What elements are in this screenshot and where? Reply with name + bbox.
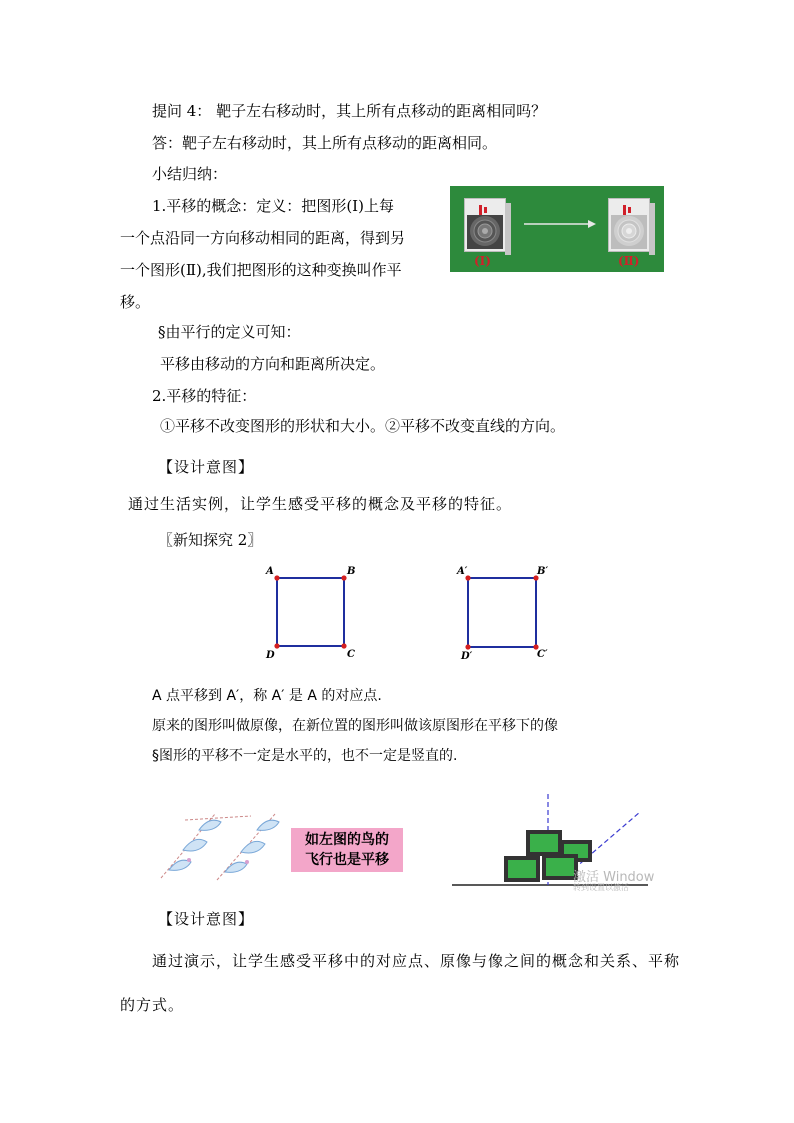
bird-caption-line-1: 如左图的鸟的 xyxy=(305,832,389,848)
point-b: B xyxy=(347,566,356,577)
point-a: A xyxy=(266,566,274,577)
design-heading-1: 【设计意图】 xyxy=(158,458,255,476)
watermark-line-2: 转到设置以激活 xyxy=(573,883,629,892)
concept-line-2: 一个点沿同一方向移动相同的距离，得到另 xyxy=(120,229,406,247)
concept-line-3: 一个图形(Ⅱ),我们把图形的这种变换叫作平 xyxy=(120,261,402,279)
point-d: D xyxy=(266,650,275,661)
point-d-prime: D′ xyxy=(461,651,473,662)
point-c: C xyxy=(347,649,355,660)
answer-4: 答：靶子左右移动时，其上所有点移动的距离相同。 xyxy=(152,134,498,152)
feature-text: ①平移不改变图形的形状和大小。②平移不改变直线的方向。 xyxy=(160,417,566,435)
concept-line-4: 移。 xyxy=(120,293,151,311)
bird-caption-box xyxy=(291,828,403,872)
point-b-prime: B′ xyxy=(537,566,549,577)
point-c-prime: C′ xyxy=(537,649,548,660)
target-dark-icon xyxy=(465,199,505,251)
bird-flight-illustration xyxy=(155,800,295,890)
watermark-line-1: 激活 Window xyxy=(573,870,655,885)
target-light-icon xyxy=(609,199,649,251)
bird-caption-line-2: 飞行也是平移 xyxy=(305,852,389,868)
design-text-2-line-2: 的方式。 xyxy=(120,996,185,1014)
corresponding-point: A 点平移到 A′，称 A′ 是 A 的对应点. xyxy=(152,688,382,704)
translation-arrow-icon xyxy=(522,218,598,230)
design-text-1: 通过生活实例，让学生感受平移的概念及平移的特征。 xyxy=(128,495,513,513)
design-heading-2: 【设计意图】 xyxy=(158,910,255,928)
image-definition: 原来的图形叫做原像，在新位置的图形叫做该原图形在平移下的像 xyxy=(152,718,558,734)
figure-label-2: (Ⅱ) xyxy=(618,254,640,268)
question-4: 提问 4： 靶子左右移动时，其上所有点移动的距离相同吗？ xyxy=(152,102,547,120)
design-text-2-line-1: 通过演示，让学生感受平移中的对应点、原像与像之间的概念和关系、平称 xyxy=(152,952,681,970)
summary-heading: 小结归纳： xyxy=(152,165,228,183)
figure-label-1: (Ⅰ) xyxy=(474,254,491,268)
target-original xyxy=(464,198,506,252)
determined-by: 平移由移动的方向和距离所决定。 xyxy=(160,355,386,373)
target-translation-figure xyxy=(450,186,664,272)
target-translated xyxy=(608,198,650,252)
parallel-note: §由平行的定义可知： xyxy=(158,323,301,341)
not-horizontal-note: §图形的平移不一定是水平的，也不一定是竖直的. xyxy=(152,748,458,764)
concept-line-1: 1.平移的概念：定义：把图形(Ⅰ)上每 xyxy=(152,197,394,215)
feature-heading: 2.平移的特征： xyxy=(152,387,257,405)
explore-heading: 〖新知探究 2〗 xyxy=(158,531,263,549)
point-a-prime: A′ xyxy=(457,566,468,577)
